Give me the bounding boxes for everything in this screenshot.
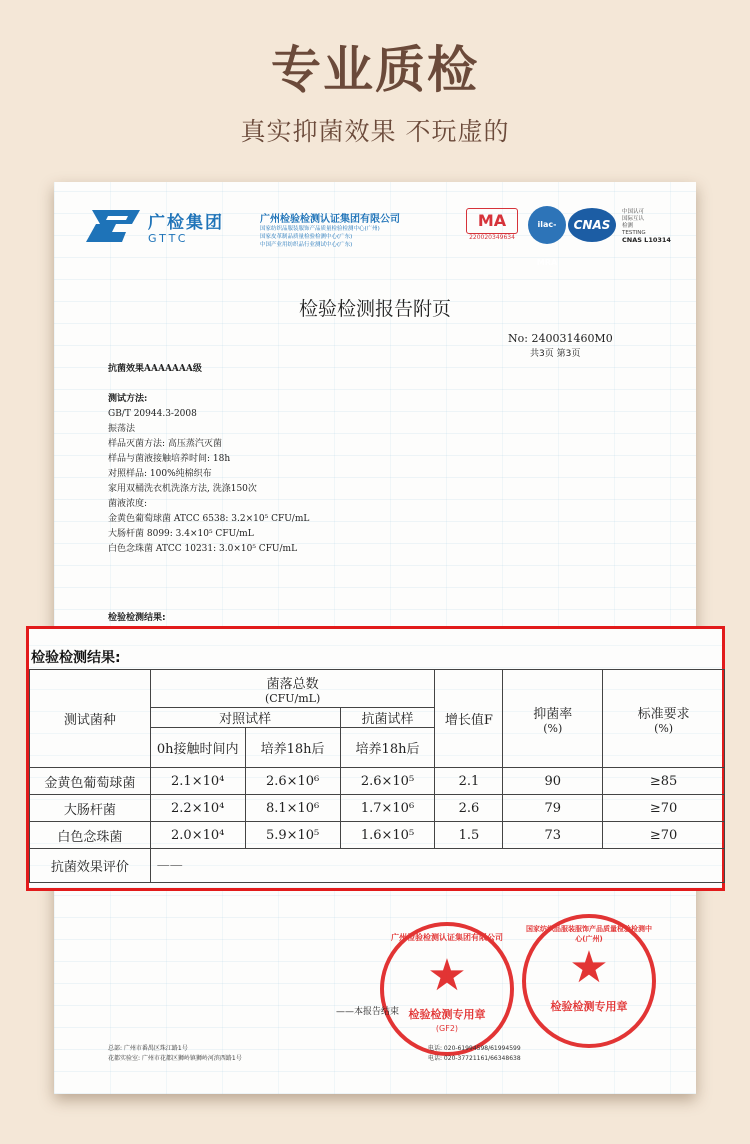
results-label: 检验检测结果: [108, 613, 166, 623]
method-line: 样品灭菌方法: 高压蒸汽灭菌 [108, 439, 222, 449]
table-row [30, 768, 725, 795]
method-heading: 测试方法: [108, 394, 148, 404]
strain-cell: 白色念珠菌 [30, 822, 151, 849]
method-line: 对照样品: 100%纯棉织布 [108, 469, 212, 479]
rate-cell: 73 [503, 822, 603, 849]
growth-cell: 2.6 [435, 795, 503, 822]
method-line: 样品与菌液接触培养时间: 18h [108, 454, 231, 464]
seal-arc-text: 国家纺织品服装服饰产品质量检验检测中心(广州) [526, 925, 652, 943]
cnas-info-line: TESTING [622, 230, 646, 236]
rate-cell: 79 [503, 795, 603, 822]
seal-code: (GF2) [435, 1024, 459, 1033]
antibac-18h-cell: 1.7×10⁶ [340, 795, 435, 822]
brand-abbrev: GTTC [148, 232, 189, 245]
method-line: 振荡法 [108, 424, 136, 434]
colony-label: 菌落总数 [266, 676, 319, 692]
cnas-logo: CNAS [568, 208, 616, 242]
results-table-title: 检验检测结果: [31, 650, 121, 666]
institute-block [260, 210, 470, 249]
table-row [30, 795, 725, 822]
col-header-antibacterial: 抗菌试样 [340, 708, 435, 728]
method-line: 白色念珠菌 ATCC 10231: 3.0×10⁵ CFU/mL [108, 544, 298, 554]
institute-line: 国家纺织品服装服饰产品质量检验检测中心(广州) [260, 226, 380, 232]
method-line: 金黄色葡萄球菌 ATCC 6538: 3.2×10⁵ CFU/mL [108, 514, 310, 524]
report-title: 检验检测报告附页 [298, 298, 451, 320]
col-header-colony [150, 670, 435, 708]
control-18h-cell: 5.9×10⁵ [245, 822, 340, 849]
footer-addresses [108, 1044, 242, 1064]
control-0h-cell: 2.0×10⁴ [150, 822, 245, 849]
standard-unit: (%) [654, 721, 674, 735]
strain-cell: 金黄色葡萄球菌 [30, 768, 151, 795]
growth-cell: 1.5 [435, 822, 503, 849]
control-0h-cell: 2.2×10⁴ [150, 795, 245, 822]
control-18h-cell: 2.6×10⁶ [245, 768, 340, 795]
colony-unit: (CFU/mL) [264, 691, 321, 705]
antibac-18h-cell: 2.6×10⁵ [340, 768, 435, 795]
standard-cell: ≥70 [603, 822, 725, 849]
cnas-info-line: 国际互认 [622, 216, 645, 222]
control-0h-cell: 2.1×10⁴ [150, 768, 245, 795]
report-number: No: 240031460M0 [508, 332, 613, 345]
results-highlight-box [26, 626, 725, 891]
institute-line: 国家皮革制品质量检验检测中心(广东) [260, 234, 353, 240]
cnas-info-line: 检测 [622, 223, 634, 229]
col-header-antibac-18h: 培养18h后 [340, 728, 435, 768]
gttc-logo-icon [86, 204, 146, 248]
seal-label: 检验检测专用章 [550, 1000, 628, 1013]
rate-cell: 90 [503, 768, 603, 795]
footer-lab-tel: 电话: 020-37721161/66348638 [428, 1055, 521, 1062]
table-row [30, 849, 725, 883]
institute-name: 广州检验检测认证集团有限公司 [260, 214, 400, 225]
growth-cell: 2.1 [435, 768, 503, 795]
star-icon: ★ [569, 942, 609, 993]
report-end: ——本报告结束 [336, 1007, 400, 1017]
ilac-mra-logo: ilac-MRA [528, 206, 566, 244]
inspection-seal-right [522, 914, 656, 1048]
footer-lab: 花都实验室: 广州市花都区狮岭镇狮岭河滨西路1号 [108, 1055, 242, 1062]
col-header-control: 对照试样 [150, 708, 340, 728]
col-header-standard [603, 670, 725, 768]
method-line: 菌液浓度: [108, 499, 148, 509]
cnas-info-line: 中国认可 [622, 209, 645, 215]
standard-cell: ≥85 [603, 768, 725, 795]
brand-name: 广检集团 [148, 213, 224, 233]
footer-hq-tel: 电话: 020-61994598/61994599 [428, 1045, 521, 1052]
col-header-growth: 增长值F [435, 670, 503, 768]
cnas-info [622, 209, 671, 245]
rate-label: 抑菌率 [533, 706, 573, 722]
seal-arc-text: 广州检验检测认证集团有限公司 [391, 933, 503, 942]
method-section [108, 392, 309, 557]
inspection-seal-left [380, 922, 514, 1056]
col-header-strain: 测试菌种 [30, 670, 151, 768]
antibac-18h-cell: 1.6×10⁵ [340, 822, 435, 849]
cma-logo: MA [466, 208, 518, 234]
footer-phones [428, 1044, 521, 1064]
cnas-number: CNAS L10314 [622, 236, 671, 244]
seal-label: 检验检测专用章 [408, 1008, 486, 1021]
grade-line: 抗菌效果AAAAAAA级 [108, 364, 202, 374]
col-header-control-0h: 0h接触时间内 [150, 728, 245, 768]
standard-cell: ≥70 [603, 795, 725, 822]
footer-hq: 总部: 广州市番禺区珠江路1号 [108, 1045, 188, 1052]
institute-line: 中国产业用纺织品行业测试中心(广东) [260, 242, 353, 248]
table-row [30, 822, 725, 849]
method-line: 家用双桶洗衣机洗涤方法, 洗涤150次 [108, 484, 257, 494]
col-header-control-18h: 培养18h后 [245, 728, 340, 768]
standard-label: 标准要求 [637, 706, 690, 722]
cma-code: 220020349634 [469, 234, 515, 241]
method-line: 大肠杆菌 8099: 3.4×10⁵ CFU/mL [108, 529, 254, 539]
results-table [29, 669, 725, 883]
hero-title: 专业质检 [271, 41, 479, 99]
rate-unit: (%) [543, 721, 563, 735]
strain-cell: 大肠杆菌 [30, 795, 151, 822]
evaluation-value: —— [150, 849, 724, 883]
method-line: GB/T 20944.3-2008 [108, 409, 197, 419]
hero-subtitle: 真实抑菌效果 不玩虚的 [240, 117, 510, 146]
col-header-rate [503, 670, 603, 768]
evaluation-label: 抗菌效果评价 [30, 849, 151, 883]
control-18h-cell: 8.1×10⁶ [245, 795, 340, 822]
report-pages: 共3页 第3页 [530, 349, 581, 359]
star-icon: ★ [427, 950, 467, 1001]
cma-mark [466, 208, 518, 244]
